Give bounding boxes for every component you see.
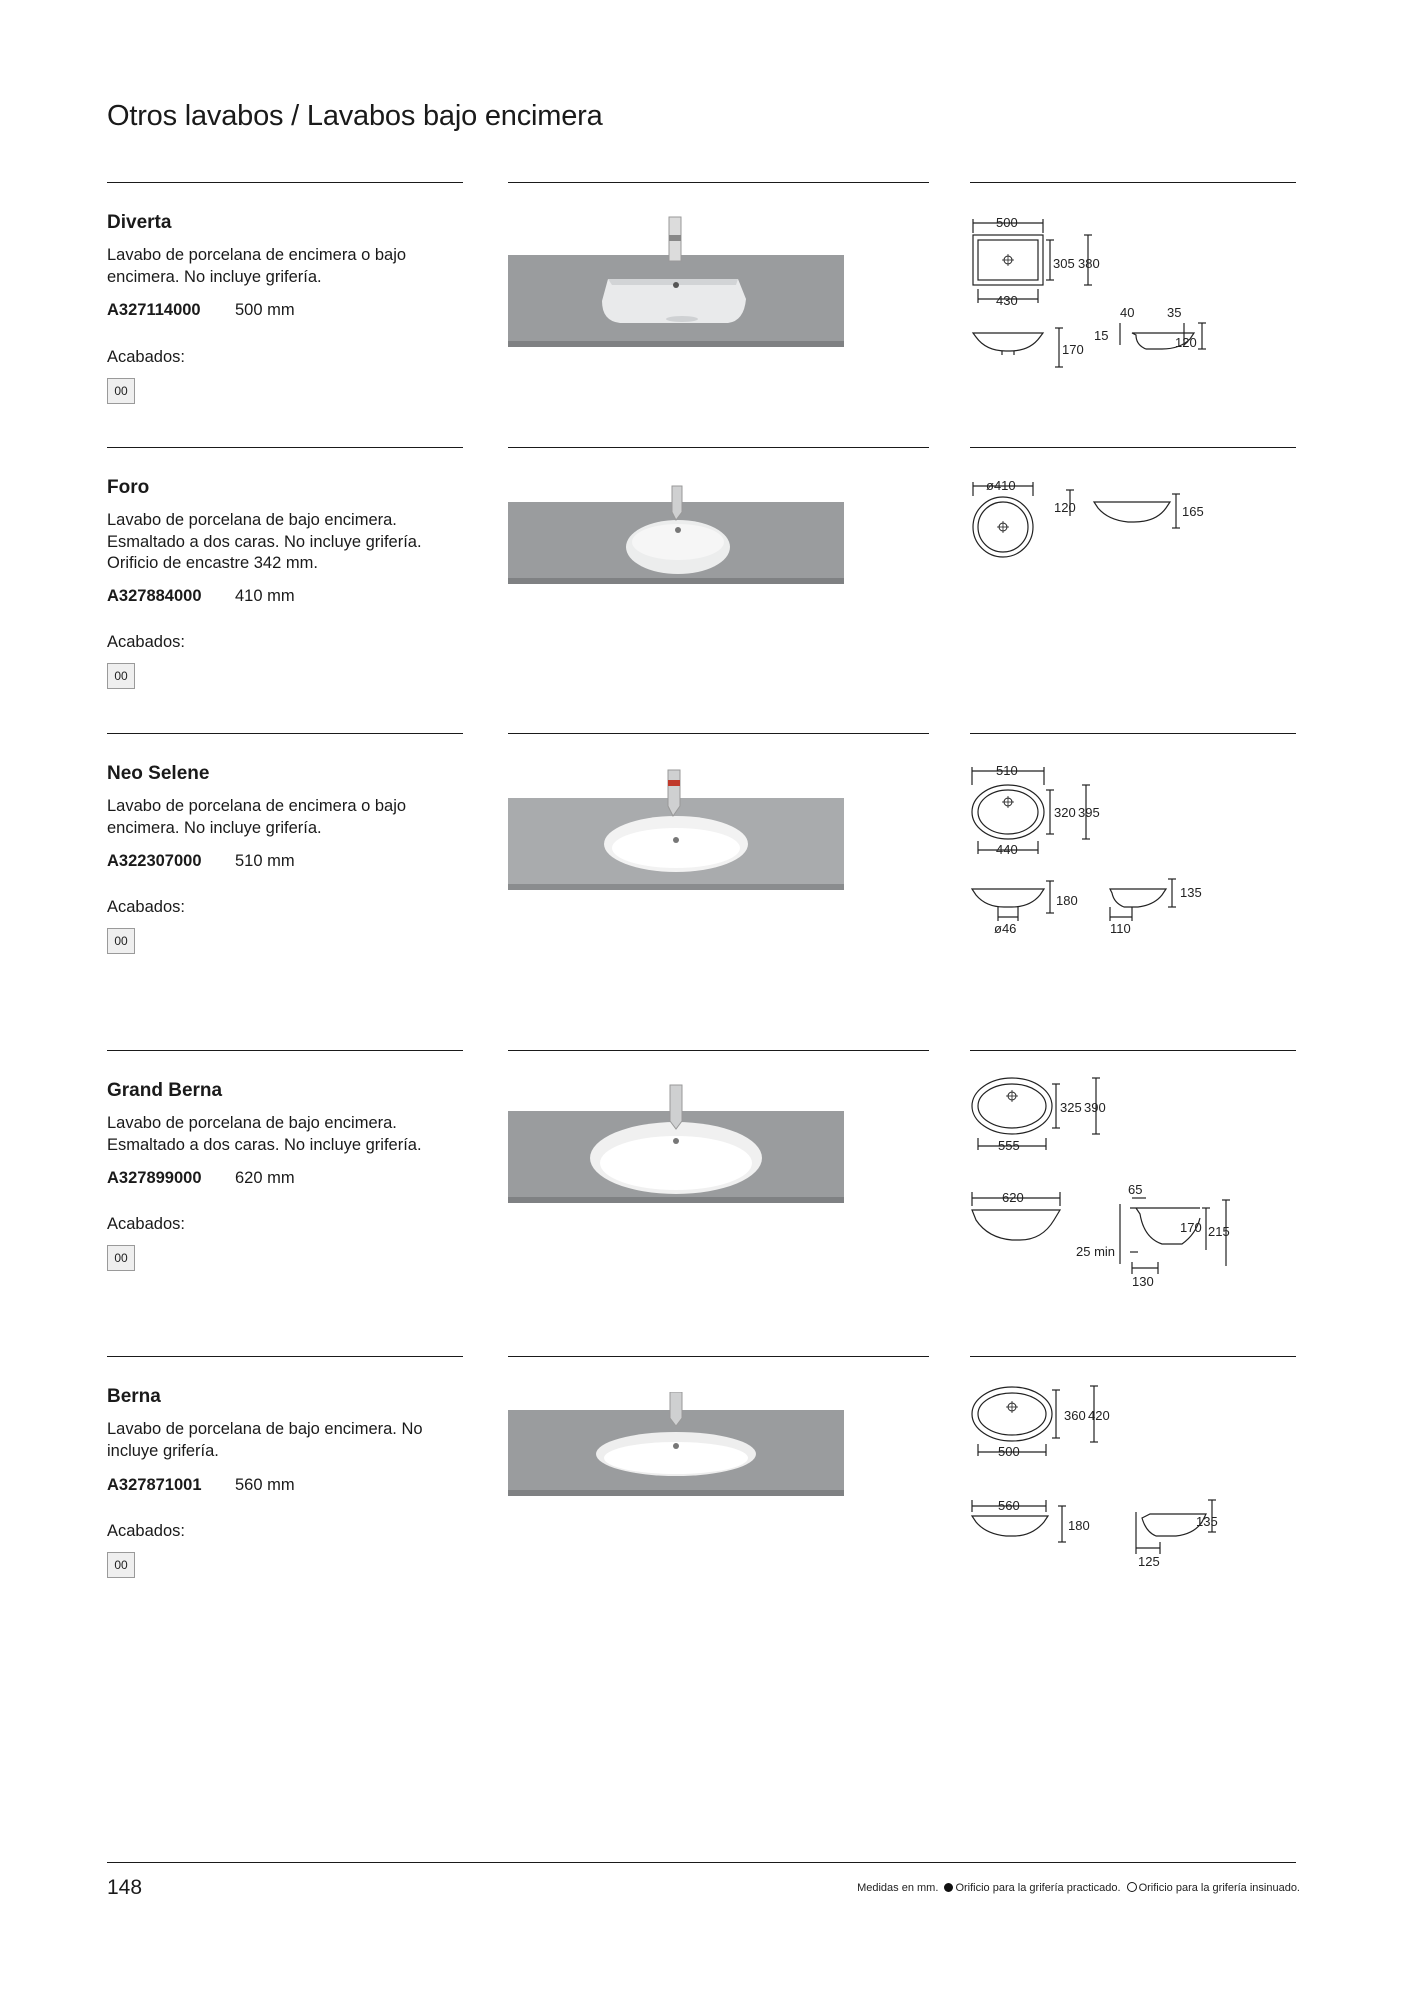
divider-drawing-column <box>970 447 1296 448</box>
dim-height-2: 135 <box>1196 1514 1218 1529</box>
footer-units: Medidas en mm. <box>857 1882 939 1894</box>
technical-drawing-neo-selene <box>970 757 1230 947</box>
dim-depth-inner: 305 <box>1053 256 1075 271</box>
product-name: Grand Berna <box>107 1080 223 1101</box>
divider-text-column <box>107 1356 463 1357</box>
footer-filled-note: Orificio para la grifería practicado. <box>955 1882 1121 1894</box>
page-number: 148 <box>107 1876 143 1899</box>
product-name: Berna <box>107 1386 161 1407</box>
finish-swatch-00[interactable]: 00 <box>107 663 135 689</box>
dim-depth-2: 130 <box>1132 1274 1154 1289</box>
product-size: 620 mm <box>235 1169 295 1187</box>
technical-drawing-grand-berna <box>970 1074 1230 1294</box>
dim-height: 180 <box>1068 1518 1090 1533</box>
product-size: 410 mm <box>235 587 295 605</box>
dim-depth-outer: 395 <box>1078 805 1100 820</box>
filled-circle-icon <box>944 1883 953 1892</box>
product-name: Diverta <box>107 212 172 233</box>
finish-swatch-00[interactable]: 00 <box>107 928 135 954</box>
finishes-label: Acabados: <box>107 898 185 916</box>
divider-drawing-column <box>970 182 1296 183</box>
dim-height-2: 120 <box>1175 335 1197 350</box>
dim-rim: 65 <box>1128 1182 1143 1197</box>
product-code: A327884000 <box>107 587 202 605</box>
product-photo-grand-berna <box>508 1083 844 1213</box>
dim-width: 560 <box>998 1498 1020 1513</box>
dim-width: 620 <box>1002 1190 1024 1205</box>
dim-depth-inner: 360 <box>1064 1408 1086 1423</box>
dim-height: 120 <box>1054 500 1076 515</box>
finishes-label: Acabados: <box>107 633 185 651</box>
product-description: Lavabo de porcelana de bajo encimera. Esmaltado a dos caras. No incluye grifería. <box>107 1114 422 1154</box>
dim-depth-outer: 390 <box>1084 1100 1106 1115</box>
dim-inner-width: 430 <box>996 293 1018 308</box>
product-size: 560 mm <box>235 1476 295 1494</box>
product-description: Lavabo de porcelana de encimera o bajo encimera. No incluye grifería. <box>107 797 407 837</box>
divider-drawing-column <box>970 1050 1296 1051</box>
product-photo-neo-selene <box>508 766 844 896</box>
dim-width: 510 <box>996 763 1018 778</box>
divider-photo-column <box>508 733 929 734</box>
dim-total-height: 165 <box>1182 504 1204 519</box>
dim-depth-inner: 320 <box>1054 805 1076 820</box>
dim-width: 500 <box>996 215 1018 230</box>
footer-open-note: Orificio para la grifería insinuado. <box>1138 1882 1300 1894</box>
product-description: Lavabo de porcelana de bajo encimera. Esmaltado a dos caras. No incluye grifería. Orificio de encastre 342 mm. <box>107 511 422 572</box>
finish-swatch-00[interactable]: 00 <box>107 378 135 404</box>
dim-depth-2: 110 <box>1110 921 1131 936</box>
dim-depth-2: 125 <box>1138 1554 1160 1569</box>
dim-diameter: ø410 <box>986 478 1016 493</box>
dim-height: 170 <box>1062 342 1084 357</box>
dim-total-height: 215 <box>1208 1224 1230 1239</box>
divider-text-column <box>107 733 463 734</box>
dim-rim: 40 <box>1120 305 1135 320</box>
open-circle-icon <box>1127 1882 1137 1892</box>
dim-min-thickness: 25 min <box>1076 1244 1116 1259</box>
technical-drawing-diverta <box>970 205 1230 375</box>
product-photo-berna <box>508 1392 844 1502</box>
dim-height: 170 <box>1180 1220 1202 1235</box>
finishes-label: Acabados: <box>107 348 185 366</box>
finish-swatch-00[interactable]: 00 <box>107 1552 135 1578</box>
finishes-label: Acabados: <box>107 1522 185 1540</box>
product-photo-diverta <box>508 215 844 355</box>
divider-drawing-column <box>970 733 1296 734</box>
divider-text-column <box>107 447 463 448</box>
technical-drawing-berna <box>970 1382 1230 1592</box>
dim-thickness: 15 <box>1094 328 1109 343</box>
dim-inner-width: 555 <box>998 1138 1020 1153</box>
product-size: 510 mm <box>235 852 295 870</box>
dim-depth-inner: 325 <box>1060 1100 1082 1115</box>
divider-photo-column <box>508 182 929 183</box>
dim-depth-outer: 380 <box>1078 256 1100 271</box>
divider-text-column <box>107 182 463 183</box>
dim-height: 180 <box>1056 893 1078 908</box>
product-code: A322307000 <box>107 852 202 870</box>
divider-text-column <box>107 1050 463 1051</box>
product-code: A327114000 <box>107 301 201 319</box>
product-description: Lavabo de porcelana de bajo encimera. No incluye grifería. <box>107 1420 423 1460</box>
divider-photo-column <box>508 1356 929 1357</box>
page-title: Otros lavabos / Lavabos bajo encimera <box>107 100 603 132</box>
divider-photo-column <box>508 447 929 448</box>
finish-swatch-00[interactable]: 00 <box>107 1245 135 1271</box>
divider-photo-column <box>508 1050 929 1051</box>
product-photo-foro <box>508 482 844 592</box>
dim-rim-2: 35 <box>1167 305 1182 320</box>
dim-height-2: 135 <box>1180 885 1202 900</box>
product-size: 500 mm <box>235 301 295 319</box>
finishes-label: Acabados: <box>107 1215 185 1233</box>
footer-legend <box>857 1882 1300 1894</box>
dim-drain: ø46 <box>994 921 1017 936</box>
dim-inner-width: 500 <box>998 1444 1020 1459</box>
product-code: A327899000 <box>107 1169 202 1187</box>
product-name: Neo Selene <box>107 763 210 784</box>
dim-inner-width: 440 <box>996 842 1018 857</box>
product-code: A327871001 <box>107 1476 202 1494</box>
product-name: Foro <box>107 477 150 498</box>
footer-divider <box>107 1862 1296 1863</box>
divider-drawing-column <box>970 1356 1296 1357</box>
product-description: Lavabo de porcelana de encimera o bajo encimera. No incluye grifería. <box>107 246 407 286</box>
technical-drawing-foro <box>970 472 1230 572</box>
dim-depth-outer: 420 <box>1088 1408 1110 1423</box>
